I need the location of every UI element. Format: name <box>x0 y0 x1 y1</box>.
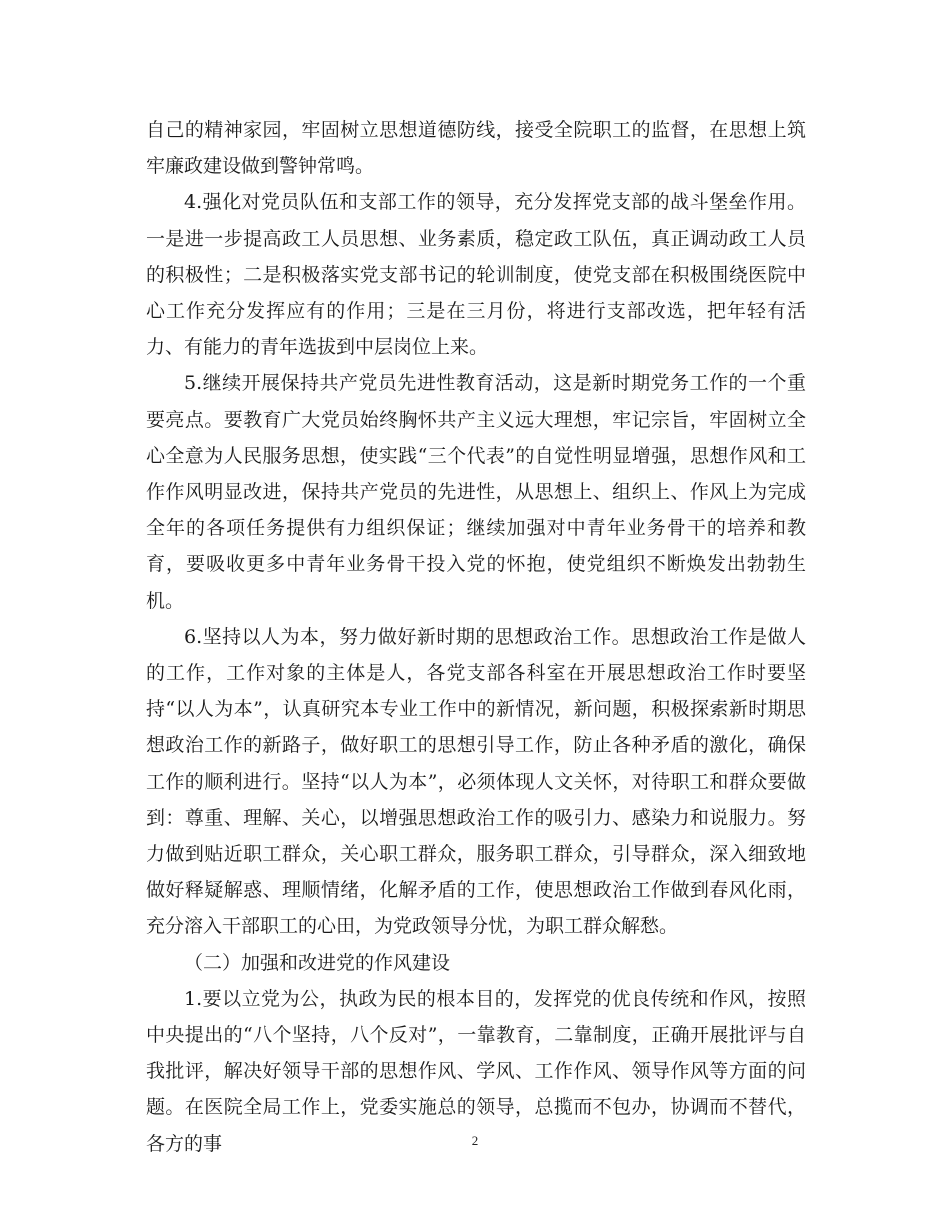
paragraph-item-4: 4.强化对党员队伍和支部工作的领导，充分发挥党支部的战斗堡垒作用。一是进一步提高政工人员思想、业务素质，稳定政工队伍，真正调动政工人员的积极性；二是积极落实党支部书记的轮训制度，使党支部在积极围绕医院中心工作充分发挥应有的作用；三是在三月份，将进行支部改选，把年轻有活力、有能力的青年选拔到中层岗位上来。 <box>146 191 806 359</box>
paragraph-item-6: 6.坚持以人为本，努力做好新时期的思想政治工作。思想政治工作是做人的工作，工作对象的主体是人，各党支部各科室在开展思想政治工作时要坚持“以人为本”，认真研究本专业工作中的新情况，新问题，积极探索新时期思想政治工作的新路子，做好职工的思想引导工作，防止各种矛盾的激化，确保工作的顺利进行。坚持“以人为本”，必须体现人文关怀，对待职工和群众要做到：尊重、理解、关心，以增强思想政治工作的吸引力、感染力和说服力。努力做到贴近职工群众，关心职工群众，服务职工群众，引导群众，深入细致地做好释疑解惑、理顺情绪，化解矛盾的工作，使思想政治工作做到春风化雨，充分溶入干部职工的心田，为党政领导分忧，为职工群众解愁。 <box>146 625 806 938</box>
paragraph-item-1: 1.要以立党为公，执政为民的根本目的，发挥党的优良传统和作风，按照中央提出的“八个坚持，八个反对”，一靠教育，二靠制度，正确开展批评与自我批评，解决好领导干部的思想作风、学风、工作作风、领导作风等方面的问题。在医院全局工作上，党委实施总的领导，总揽而不包办，协调而不替代，各方的事 <box>146 987 806 1155</box>
page-number: 2 <box>471 1133 479 1148</box>
paragraph-item-5: 5.继续开展保持共产党员先进性教育活动，这是新时期党务工作的一个重要亮点。要教育广大党员始终胸怀共产主义远大理想，牢记宗旨，牢固树立全心全意为人民服务思想，使实践“三个代表”的自觉性明显增强，思想作风和工作作风明显改进，保持共产党员的先进性，从思想上、组织上、作风上为完成 全年的各项任务提供有力组织保证；继续加强对中青年业务骨干的培养和教育，要吸收更多中青年业务骨干投入党的怀抱，使党组织不断焕发出勃勃生机。 <box>146 372 806 612</box>
paragraph-continuation: 自己的精神家园，牢固树立思想道德防线，接受全院职工的监督，在思想上筑牢廉政建设做到警钟常鸣。 <box>146 119 806 178</box>
section-heading: （二）加强和改进党的作风建设 <box>184 951 451 974</box>
document-body <box>146 112 806 1162</box>
